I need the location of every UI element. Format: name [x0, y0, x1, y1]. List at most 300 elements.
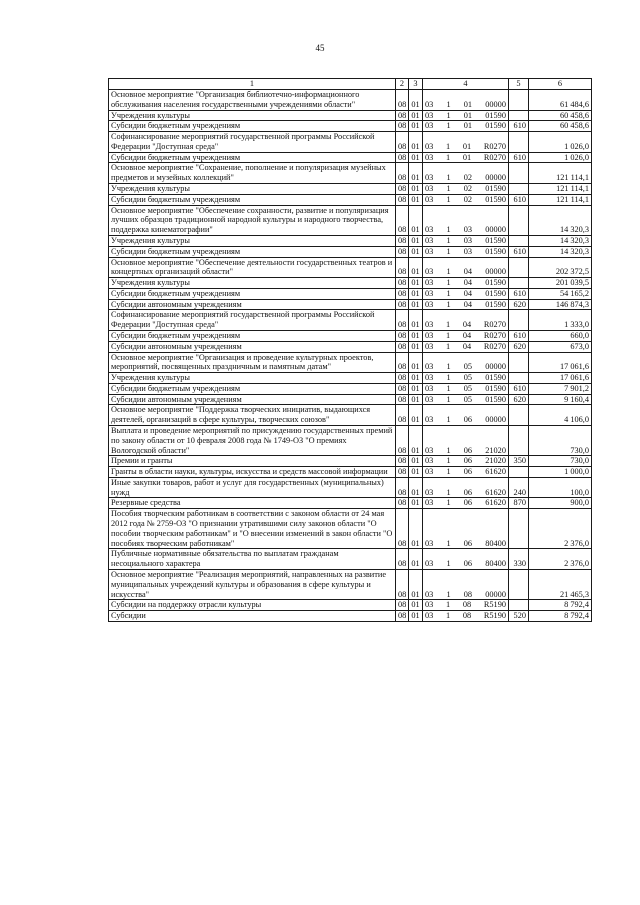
row-subsection: 01: [409, 205, 423, 235]
article-direction: 80400: [485, 538, 506, 548]
row-expense-type: [509, 163, 529, 184]
article-activity: 02: [463, 173, 473, 183]
row-section: 08: [396, 569, 409, 599]
article-program: 03: [425, 320, 434, 330]
row-target-article: [423, 235, 509, 246]
row-name: Учреждения культуры: [109, 235, 396, 246]
table-row: [109, 194, 592, 205]
row-subsection: 01: [409, 194, 423, 205]
row-amount: 1 000,0: [529, 467, 592, 478]
row-expense-type: 520: [509, 611, 529, 622]
article-direction: 01590: [485, 373, 506, 383]
column-header: 2: [396, 79, 409, 90]
article-activity: 06: [463, 538, 473, 548]
article-subprogram: 1: [446, 184, 451, 194]
article-activity: 04: [463, 299, 473, 309]
article-subprogram: 1: [446, 415, 451, 425]
row-name: Основное мероприятие "Обеспечение деятельности государственных театров и концертных организаций области": [109, 257, 396, 278]
article-direction: 80400: [485, 559, 506, 569]
row-subsection: 01: [409, 467, 423, 478]
table-row: [109, 498, 592, 509]
row-target-article: [423, 246, 509, 257]
row-expense-type: [509, 278, 529, 289]
row-name: Субсидии бюджетным учреждениям: [109, 194, 396, 205]
row-target-article: [423, 194, 509, 205]
article-program: 03: [425, 456, 434, 466]
table-row: [109, 405, 592, 426]
row-subsection: 01: [409, 184, 423, 195]
row-section: 08: [396, 184, 409, 195]
article-program: 03: [425, 267, 434, 277]
article-subprogram: 1: [446, 110, 451, 120]
row-expense-type: [509, 110, 529, 121]
article-program: 03: [425, 246, 434, 256]
table-row: [109, 184, 592, 195]
row-amount: 730,0: [529, 456, 592, 467]
row-target-article: [423, 352, 509, 373]
row-name: Учреждения культуры: [109, 184, 396, 195]
article-activity: 03: [463, 246, 473, 256]
article-direction: 01590: [485, 235, 506, 245]
article-subprogram: 1: [446, 278, 451, 288]
article-direction: 00000: [485, 362, 506, 372]
table-row: [109, 163, 592, 184]
row-amount: 730,0: [529, 426, 592, 456]
article-subprogram: 1: [446, 600, 451, 610]
table-row: [109, 110, 592, 121]
article-activity: 02: [463, 194, 473, 204]
article-subprogram: 1: [446, 611, 451, 621]
row-name: Учреждения культуры: [109, 373, 396, 384]
article-program: 03: [425, 288, 434, 298]
article-activity: 08: [463, 589, 473, 599]
row-section: 08: [396, 383, 409, 394]
row-subsection: 01: [409, 569, 423, 599]
row-target-article: [423, 184, 509, 195]
row-section: 08: [396, 163, 409, 184]
table-row: [109, 341, 592, 352]
article-program: 03: [425, 99, 434, 109]
article-subprogram: 1: [446, 299, 451, 309]
row-amount: 201 039,5: [529, 278, 592, 289]
article-activity: 08: [462, 600, 472, 610]
column-header: 6: [529, 79, 592, 90]
table-row: [109, 394, 592, 405]
article-subprogram: 1: [446, 194, 451, 204]
row-name: Субсидии бюджетным учреждениям: [109, 152, 396, 163]
row-target-article: [423, 477, 509, 498]
row-expense-type: [509, 352, 529, 373]
article-direction: R5190: [483, 611, 506, 621]
article-subprogram: 1: [446, 589, 451, 599]
article-activity: 06: [463, 456, 473, 466]
row-target-article: [423, 152, 509, 163]
row-name: Субсидии бюджетным учреждениям: [109, 330, 396, 341]
row-amount: 17 061,6: [529, 352, 592, 373]
article-subprogram: 1: [446, 498, 451, 508]
page-number: 45: [315, 43, 325, 53]
article-direction: 21020: [485, 445, 506, 455]
row-expense-type: [509, 205, 529, 235]
row-subsection: 01: [409, 257, 423, 278]
table-row: [109, 456, 592, 467]
table-row: [109, 569, 592, 599]
row-name: Резервные средства: [109, 498, 396, 509]
row-name: Основное мероприятие "Организация и проведение культурных проектов, мероприятий, посвященных праздничным и памятным датам": [109, 352, 396, 373]
row-section: 08: [396, 110, 409, 121]
table-row: [109, 205, 592, 235]
row-subsection: 01: [409, 611, 423, 622]
row-name: Субсидии на поддержку отрасли культуры: [109, 600, 396, 611]
row-expense-type: [509, 132, 529, 153]
row-target-article: [423, 467, 509, 478]
article-activity: 05: [463, 373, 473, 383]
row-target-article: [423, 405, 509, 426]
article-program: 03: [425, 383, 434, 393]
row-section: 08: [396, 477, 409, 498]
row-amount: 61 484,6: [529, 90, 592, 111]
article-program: 03: [425, 194, 434, 204]
article-direction: 00000: [485, 225, 506, 235]
row-section: 08: [396, 394, 409, 405]
article-activity: 05: [463, 383, 473, 393]
row-expense-type: 620: [509, 341, 529, 352]
article-direction: R5190: [483, 600, 506, 610]
row-target-article: [423, 310, 509, 331]
table-row: [109, 477, 592, 498]
article-program: 03: [425, 559, 434, 569]
article-program: 03: [425, 373, 434, 383]
table-row: [109, 373, 592, 384]
row-expense-type: [509, 426, 529, 456]
article-direction: R0270: [483, 330, 506, 340]
row-target-article: [423, 132, 509, 153]
row-section: 08: [396, 121, 409, 132]
row-target-article: [423, 110, 509, 121]
row-name: Субсидии бюджетным учреждениям: [109, 383, 396, 394]
row-expense-type: 330: [509, 549, 529, 570]
column-header: 3: [409, 79, 423, 90]
article-activity: 01: [462, 141, 472, 151]
row-section: 08: [396, 278, 409, 289]
table-row: [109, 509, 592, 549]
row-name: Публичные нормативные обязательства по выплатам гражданам несоциального характера: [109, 549, 396, 570]
row-subsection: 01: [409, 246, 423, 257]
row-subsection: 01: [409, 299, 423, 310]
row-expense-type: 610: [509, 194, 529, 205]
row-expense-type: 610: [509, 121, 529, 132]
row-expense-type: [509, 235, 529, 246]
row-section: 08: [396, 246, 409, 257]
row-name: Выплата и проведение мероприятий по присуждению государственных премий по закону области от 10 февраля 2008 года № 1749-ОЗ "О премиях Вологодской области": [109, 426, 396, 456]
row-amount: 1 026,0: [529, 152, 592, 163]
article-program: 03: [425, 278, 434, 288]
row-subsection: 01: [409, 121, 423, 132]
article-direction: 21020: [485, 456, 506, 466]
table-row: [109, 310, 592, 331]
row-subsection: 01: [409, 509, 423, 549]
article-direction: 01590: [485, 121, 506, 131]
row-expense-type: 610: [509, 152, 529, 163]
article-subprogram: 1: [446, 235, 451, 245]
row-expense-type: [509, 90, 529, 111]
table-row: [109, 330, 592, 341]
article-direction: 01590: [485, 246, 506, 256]
article-subprogram: 1: [446, 383, 451, 393]
row-expense-type: 350: [509, 456, 529, 467]
row-subsection: 01: [409, 498, 423, 509]
article-program: 03: [425, 121, 434, 131]
row-section: 08: [396, 373, 409, 384]
article-activity: 06: [463, 467, 473, 477]
article-program: 03: [425, 362, 434, 372]
row-section: 08: [396, 299, 409, 310]
row-name: Субсидии автономным учреждениям: [109, 299, 396, 310]
row-subsection: 01: [409, 477, 423, 498]
row-amount: 202 372,5: [529, 257, 592, 278]
article-subprogram: 1: [446, 362, 451, 372]
row-amount: 21 465,3: [529, 569, 592, 599]
table-row: [109, 549, 592, 570]
row-name: Основное мероприятие "Сохранение, пополнение и популяризация музейных предметов и музейных коллекций": [109, 163, 396, 184]
row-target-article: [423, 205, 509, 235]
row-subsection: 01: [409, 341, 423, 352]
article-program: 03: [425, 141, 434, 151]
row-expense-type: 610: [509, 246, 529, 257]
row-subsection: 01: [409, 152, 423, 163]
table-row: [109, 257, 592, 278]
row-amount: 2 376,0: [529, 509, 592, 549]
row-target-article: [423, 569, 509, 599]
article-program: 03: [425, 611, 434, 621]
row-section: 08: [396, 310, 409, 331]
row-name: Основное мероприятие "Обеспечение сохранности, развитие и популяризация лучших образцов традиционной народной культуры и народного творчества, поддержка кинематографии": [109, 205, 396, 235]
table-header-row: [109, 79, 592, 90]
article-program: 03: [425, 538, 434, 548]
row-amount: 146 874,3: [529, 299, 592, 310]
row-target-article: [423, 426, 509, 456]
row-subsection: 01: [409, 456, 423, 467]
article-program: 03: [425, 600, 434, 610]
article-direction: 00000: [485, 589, 506, 599]
row-amount: 660,0: [529, 330, 592, 341]
row-amount: 14 320,3: [529, 205, 592, 235]
article-activity: 01: [462, 152, 472, 162]
article-activity: 03: [463, 225, 473, 235]
article-subprogram: 1: [446, 373, 451, 383]
article-activity: 06: [463, 559, 473, 569]
row-section: 08: [396, 426, 409, 456]
row-section: 08: [396, 352, 409, 373]
article-program: 03: [425, 330, 434, 340]
row-target-article: [423, 330, 509, 341]
row-expense-type: [509, 373, 529, 384]
article-direction: 61620: [485, 487, 506, 497]
article-direction: 61620: [485, 498, 506, 508]
article-activity: 01: [463, 110, 473, 120]
row-target-article: [423, 383, 509, 394]
article-direction: 00000: [485, 415, 506, 425]
row-section: 08: [396, 330, 409, 341]
row-subsection: 01: [409, 278, 423, 289]
article-direction: 00000: [485, 99, 506, 109]
row-target-article: [423, 456, 509, 467]
article-program: 03: [425, 184, 434, 194]
article-activity: 01: [463, 99, 473, 109]
table-row: [109, 152, 592, 163]
article-activity: 03: [463, 235, 473, 245]
row-expense-type: [509, 257, 529, 278]
column-header: 5: [509, 79, 529, 90]
article-direction: 00000: [485, 267, 506, 277]
row-section: 08: [396, 341, 409, 352]
row-subsection: 01: [409, 600, 423, 611]
article-program: 03: [425, 110, 434, 120]
row-name: Премии и гранты: [109, 456, 396, 467]
budget-table: [108, 78, 592, 622]
row-name: Субсидии бюджетным учреждениям: [109, 121, 396, 132]
row-amount: 4 106,0: [529, 405, 592, 426]
row-name: Иные закупки товаров, работ и услуг для государственных (муниципальных) нужд: [109, 477, 396, 498]
row-amount: 121 114,1: [529, 163, 592, 184]
row-name: Субсидии: [109, 611, 396, 622]
table-row: [109, 90, 592, 111]
row-subsection: 01: [409, 132, 423, 153]
row-amount: 54 165,2: [529, 288, 592, 299]
article-program: 03: [425, 299, 434, 309]
table-row: [109, 278, 592, 289]
article-subprogram: 1: [446, 152, 451, 162]
row-name: Субсидии автономным учреждениям: [109, 341, 396, 352]
row-amount: 121 114,1: [529, 184, 592, 195]
row-name: Софинансирование мероприятий государственной программы Российской Федерации "Доступная среда": [109, 310, 396, 331]
row-section: 08: [396, 194, 409, 205]
article-subprogram: 1: [446, 121, 451, 131]
row-subsection: 01: [409, 352, 423, 373]
article-activity: 06: [463, 487, 473, 497]
row-name: Учреждения культуры: [109, 110, 396, 121]
row-name: Софинансирование мероприятий государственной программы Российской Федерации "Доступная среда": [109, 132, 396, 153]
article-activity: 04: [462, 341, 472, 351]
article-direction: 01590: [485, 288, 506, 298]
row-expense-type: 620: [509, 394, 529, 405]
row-expense-type: [509, 405, 529, 426]
article-activity: 06: [463, 415, 473, 425]
row-target-article: [423, 278, 509, 289]
row-expense-type: 610: [509, 330, 529, 341]
row-amount: 8 792,4: [529, 600, 592, 611]
table-row: [109, 600, 592, 611]
article-program: 03: [425, 173, 434, 183]
row-section: 08: [396, 600, 409, 611]
article-direction: 01590: [485, 383, 506, 393]
row-subsection: 01: [409, 310, 423, 331]
article-subprogram: 1: [446, 559, 451, 569]
table-row: [109, 235, 592, 246]
article-program: 03: [425, 152, 434, 162]
row-name: Субсидии автономным учреждениям: [109, 394, 396, 405]
row-subsection: 01: [409, 383, 423, 394]
article-subprogram: 1: [446, 225, 451, 235]
row-section: 08: [396, 257, 409, 278]
article-program: 03: [425, 445, 434, 455]
article-activity: 04: [462, 330, 472, 340]
row-expense-type: 610: [509, 288, 529, 299]
row-amount: 9 160,4: [529, 394, 592, 405]
row-amount: 1 026,0: [529, 132, 592, 153]
article-subprogram: 1: [446, 487, 451, 497]
row-name: Основное мероприятие "Реализация мероприятий, направленных на развитие муниципальных учреждений культуры и образования в сфере культуры и искусства": [109, 569, 396, 599]
article-subprogram: 1: [446, 288, 451, 298]
row-amount: 121 114,1: [529, 194, 592, 205]
row-expense-type: [509, 509, 529, 549]
article-activity: 06: [463, 445, 473, 455]
article-program: 03: [425, 498, 434, 508]
article-subprogram: 1: [446, 99, 451, 109]
article-direction: R0270: [483, 152, 506, 162]
article-direction: 01590: [485, 110, 506, 120]
article-direction: R0270: [483, 341, 506, 351]
article-activity: 08: [462, 611, 472, 621]
table-row: [109, 299, 592, 310]
row-amount: 14 320,3: [529, 235, 592, 246]
row-amount: 1 333,0: [529, 310, 592, 331]
article-program: 03: [425, 225, 434, 235]
row-subsection: 01: [409, 235, 423, 246]
row-section: 08: [396, 132, 409, 153]
row-subsection: 01: [409, 394, 423, 405]
row-expense-type: 870: [509, 498, 529, 509]
article-activity: 02: [463, 184, 473, 194]
row-expense-type: 620: [509, 299, 529, 310]
row-section: 08: [396, 152, 409, 163]
row-section: 08: [396, 405, 409, 426]
article-direction: 01590: [485, 194, 506, 204]
article-direction: 01590: [485, 278, 506, 288]
row-section: 08: [396, 205, 409, 235]
article-subprogram: 1: [446, 173, 451, 183]
article-activity: 04: [463, 267, 473, 277]
row-subsection: 01: [409, 426, 423, 456]
row-expense-type: [509, 467, 529, 478]
article-activity: 04: [463, 278, 473, 288]
row-name: Основное мероприятие "Поддержка творческих инициатив, выдающихся деятелей, организаций в сфере культуры, творческих союзов": [109, 405, 396, 426]
row-subsection: 01: [409, 163, 423, 184]
row-expense-type: [509, 310, 529, 331]
table-row: [109, 132, 592, 153]
row-name: Гранты в области науки, культуры, искусства и средств массовой информации: [109, 467, 396, 478]
row-expense-type: [509, 569, 529, 599]
row-subsection: 01: [409, 330, 423, 341]
row-target-article: [423, 549, 509, 570]
row-subsection: 01: [409, 288, 423, 299]
article-activity: 06: [463, 498, 473, 508]
row-subsection: 01: [409, 90, 423, 111]
row-subsection: 01: [409, 373, 423, 384]
article-program: 03: [425, 467, 434, 477]
row-target-article: [423, 373, 509, 384]
row-target-article: [423, 288, 509, 299]
row-target-article: [423, 121, 509, 132]
row-amount: 100,0: [529, 477, 592, 498]
table-row: [109, 246, 592, 257]
row-amount: 2 376,0: [529, 549, 592, 570]
article-subprogram: 1: [446, 445, 451, 455]
article-subprogram: 1: [446, 330, 451, 340]
article-subprogram: 1: [446, 246, 451, 256]
article-program: 03: [425, 487, 434, 497]
row-amount: 60 458,6: [529, 110, 592, 121]
